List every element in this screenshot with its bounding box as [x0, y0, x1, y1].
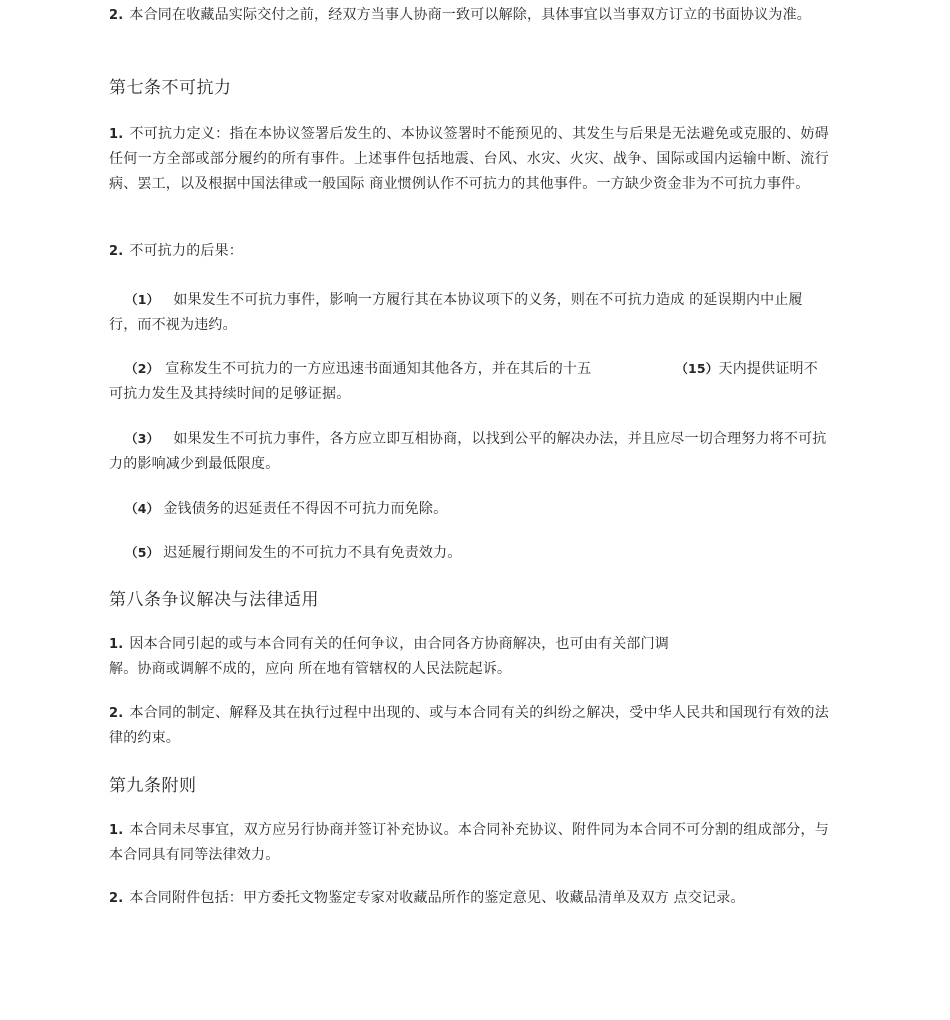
- item-number: 2.: [109, 244, 124, 259]
- item-text: 本合同的制定、解释及其在执行过程中出现的、或与本合同有关的纠纷之解决，受中华人民共和国现行有效的法律的约束。: [109, 705, 829, 746]
- item-text: 本合同未尽事宜，双方应另行协商并签订补充协议。本合同补充协议、附件同为本合同不可分割的组成部分，与本合同具有同等法律效力。: [109, 822, 829, 863]
- item-number: 2.: [109, 706, 124, 721]
- article-7-sub-5: [109, 540, 829, 566]
- article-9-item-1: [109, 818, 829, 868]
- item-text: 本合同在收藏品实际交付之前，经双方当事人协商一致可以解除，具体事宜以当事双方订立的书面协议为准。: [129, 7, 811, 23]
- item-number: 1.: [109, 637, 124, 652]
- article-7-sub-4: [109, 496, 829, 522]
- article-7-item-2: [109, 239, 829, 264]
- article-8-item-1: [109, 632, 829, 682]
- item-number: 1.: [109, 127, 124, 142]
- article-9-item-2: [109, 886, 829, 911]
- article-7-sub-3: [109, 426, 829, 477]
- item-number: 1.: [109, 823, 124, 838]
- sub-item-number: （1）: [125, 292, 160, 307]
- item-text: 本合同附件包括：甲方委托文物鉴定专家对收藏品所作的鉴定意见、收藏品清单及双方 点交记录。: [129, 890, 745, 906]
- item-number: 2.: [109, 891, 124, 906]
- article-9-heading: 第九条附则: [109, 776, 197, 796]
- prev-article-item-2: [109, 3, 829, 28]
- item-text-line-b: 解。协商或调解不成的，应向 所在地有管辖权的人民法院起诉。: [109, 661, 512, 677]
- article-7-item-1: [109, 122, 829, 197]
- sub-item-inline-number: （15）: [675, 361, 719, 376]
- sub-item-text: 金钱债务的迟延责任不得因不可抗力而免除。: [163, 501, 448, 517]
- article-7-heading: 第七条不可抗力: [109, 78, 232, 98]
- item-text: 不可抗力的后果：: [129, 243, 243, 259]
- sub-item-number: （3）: [125, 431, 160, 446]
- sub-item-number: （2）: [125, 361, 160, 376]
- sub-item-text: 迟延履行期间发生的不可抗力不具有免责效力。: [163, 545, 462, 561]
- sub-item-text: 如果发生不可抗力事件，各方应立即互相协商，以找到公平的解决办法，并且应尽一切合理努力将不可抗力的影响减少到最低限度。: [109, 431, 827, 472]
- sub-item-text-b: 天内提供证明不可抗力发生及其持续时间的足够证据。: [109, 361, 818, 402]
- article-7-sub-2: [109, 356, 829, 407]
- sub-item-text-a: 宣称发生不可抗力的一方应迅速书面通知其他各方，并在其后的十五: [165, 361, 592, 377]
- sub-item-text: 如果发生不可抗力事件，影响一方履行其在本协议项下的义务，则在不可抗力造成 的延误期内中止履行，而不视为违约。: [109, 292, 803, 333]
- sub-item-number: （5）: [125, 545, 160, 560]
- item-text-line-a: 因本合同引起的或与本合同有关的任何争议，由合同各方协商解决，也可由有关部门调: [129, 636, 669, 652]
- sub-item-number: （4）: [125, 501, 160, 516]
- article-7-sub-1: [109, 287, 829, 338]
- item-number: 2.: [109, 8, 124, 23]
- article-8-item-2: [109, 701, 829, 751]
- article-8-heading: 第八条争议解决与法律适用: [109, 590, 319, 610]
- item-text: 不可抗力定义：指在本协议签署后发生的、本协议签署时不能预见的、其发生与后果是无法避免或克服的、妨碍任何一方全部或部分履约的所有事件。上述事件包括地震、台风、水灾、火灾、战争、国际或国内运输中断、流行病、罢工，以及根据中国法律或一般国际 商业惯例认作不可抗力的其他事件。一方缺少资金非为不可抗力事件。: [109, 126, 829, 192]
